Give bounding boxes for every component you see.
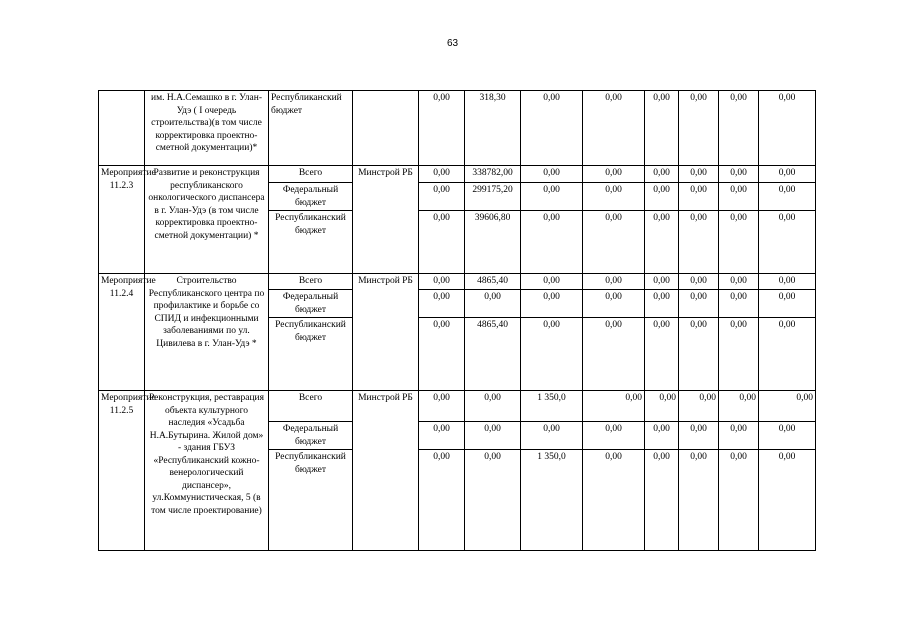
budget-table <box>98 90 816 551</box>
funding-source: Республиканский бюджет <box>269 91 353 166</box>
value-cell: 0,00 <box>419 391 465 422</box>
value-cell: 0,00 <box>465 450 521 551</box>
value-cell: 0,00 <box>719 166 759 183</box>
value-cell: 0,00 <box>679 274 719 290</box>
value-cell: 0,00 <box>583 318 645 391</box>
value-cell: 4865,40 <box>465 274 521 290</box>
value-cell: 0,00 <box>419 211 465 274</box>
value-cell: 0,00 <box>419 422 465 450</box>
value-cell: 0,00 <box>679 166 719 183</box>
value-cell: 0,00 <box>583 211 645 274</box>
funding-source: Всего <box>269 391 353 422</box>
value-cell: 0,00 <box>645 166 679 183</box>
value-cell: 0,00 <box>679 91 719 166</box>
executor-cell <box>353 91 419 166</box>
value-cell: 0,00 <box>645 450 679 551</box>
funding-source: Федеральный бюджет <box>269 422 353 450</box>
value-cell: 0,00 <box>583 183 645 211</box>
value-cell: 0,00 <box>521 91 583 166</box>
value-cell: 0,00 <box>679 211 719 274</box>
value-cell: 0,00 <box>583 422 645 450</box>
value-cell: 0,00 <box>521 183 583 211</box>
event-name: Реконструкция, реставрация объекта культурного наследия «Усадьба Н.А.Бутырина. Жилой дом» - здания ГБУЗ «Республиканский кожно-венерологический диспансер», ул.Коммунистическая, 5 (в том числе проектирование) <box>145 391 269 551</box>
value-cell: 0,00 <box>759 422 816 450</box>
value-cell: 0,00 <box>719 274 759 290</box>
funding-source: Республиканский бюджет <box>269 318 353 391</box>
funding-source: Республиканский бюджет <box>269 450 353 551</box>
event-code: Мероприятие 11.2.5 <box>99 391 145 551</box>
value-cell: 0,00 <box>419 450 465 551</box>
funding-source: Всего <box>269 166 353 183</box>
value-cell: 0,00 <box>521 290 583 318</box>
value-cell: 0,00 <box>719 211 759 274</box>
value-cell: 0,00 <box>419 290 465 318</box>
value-cell: 0,00 <box>645 183 679 211</box>
value-cell: 0,00 <box>759 274 816 290</box>
value-cell: 299175,20 <box>465 183 521 211</box>
value-cell: 0,00 <box>419 91 465 166</box>
value-cell: 0,00 <box>645 211 679 274</box>
value-cell: 0,00 <box>719 290 759 318</box>
code-cell <box>99 91 145 166</box>
value-cell: 0,00 <box>719 91 759 166</box>
value-cell: 0,00 <box>521 166 583 183</box>
value-cell: 0,00 <box>521 274 583 290</box>
value-cell: 0,00 <box>719 422 759 450</box>
value-cell: 0,00 <box>583 274 645 290</box>
value-cell: 4865,40 <box>465 318 521 391</box>
table-row <box>99 166 816 183</box>
value-cell: 0,00 <box>465 290 521 318</box>
value-cell: 0,00 <box>419 166 465 183</box>
value-cell: 0,00 <box>679 450 719 551</box>
value-cell: 0,00 <box>521 211 583 274</box>
value-cell: 0,00 <box>759 211 816 274</box>
value-cell: 1 350,0 <box>521 391 583 422</box>
value-cell: 0,00 <box>583 91 645 166</box>
value-cell: 0,00 <box>645 274 679 290</box>
value-cell: 0,00 <box>645 290 679 318</box>
value-cell: 0,00 <box>521 422 583 450</box>
value-cell: 0,00 <box>679 391 719 422</box>
funding-source: Республиканский бюджет <box>269 211 353 274</box>
funding-source: Всего <box>269 274 353 290</box>
event-code: Мероприятие 11.2.4 <box>99 274 145 391</box>
value-cell: 0,00 <box>679 422 719 450</box>
value-cell: 0,00 <box>759 318 816 391</box>
value-cell: 0,00 <box>719 391 759 422</box>
value-cell: 0,00 <box>419 183 465 211</box>
value-cell: 0,00 <box>465 422 521 450</box>
value-cell: 1 350,0 <box>521 450 583 551</box>
value-cell: 0,00 <box>645 391 679 422</box>
value-cell: 0,00 <box>583 290 645 318</box>
event-name: им. Н.А.Семашко в г. Улан-Удэ ( I очередь строительства)(в том числе корректировка проектно-сметной документации)* <box>145 91 269 166</box>
event-name: Строительство Республиканского центра по профилактике и борьбе со СПИД и инфекционными заболеваниями по ул. Цивилева в г. Улан-Удэ * <box>145 274 269 391</box>
table-row <box>99 274 816 290</box>
value-cell: 0,00 <box>645 91 679 166</box>
value-cell: 0,00 <box>679 183 719 211</box>
value-cell: 338782,00 <box>465 166 521 183</box>
value-cell: 0,00 <box>759 166 816 183</box>
executor: Минстрой РБ <box>353 166 419 274</box>
value-cell: 0,00 <box>583 391 645 422</box>
value-cell: 0,00 <box>521 318 583 391</box>
value-cell: 0,00 <box>465 391 521 422</box>
value-cell: 0,00 <box>679 290 719 318</box>
value-cell: 0,00 <box>719 318 759 391</box>
value-cell: 0,00 <box>583 450 645 551</box>
table-row <box>99 391 816 422</box>
value-cell: 0,00 <box>645 318 679 391</box>
value-cell: 0,00 <box>679 318 719 391</box>
value-cell: 0,00 <box>419 318 465 391</box>
value-cell: 318,30 <box>465 91 521 166</box>
value-cell: 0,00 <box>719 183 759 211</box>
page-number: 63 <box>446 38 459 49</box>
value-cell: 0,00 <box>419 274 465 290</box>
value-cell: 0,00 <box>759 391 816 422</box>
funding-source: Федеральный бюджет <box>269 183 353 211</box>
value-cell: 0,00 <box>759 450 816 551</box>
table-row <box>99 91 816 166</box>
value-cell: 0,00 <box>719 450 759 551</box>
value-cell: 0,00 <box>759 183 816 211</box>
value-cell: 0,00 <box>759 290 816 318</box>
value-cell: 0,00 <box>583 166 645 183</box>
executor: Минстрой РБ <box>353 274 419 391</box>
funding-source: Федеральный бюджет <box>269 290 353 318</box>
event-code: Мероприятие 11.2.3 <box>99 166 145 274</box>
event-name: Развитие и реконструкция республиканского онкологического диспансера в г. Улан-Удэ (в том числе корректировка проектно-сметной документации) * <box>145 166 269 274</box>
value-cell: 0,00 <box>645 422 679 450</box>
value-cell: 39606,80 <box>465 211 521 274</box>
executor: Минстрой РБ <box>353 391 419 551</box>
value-cell: 0,00 <box>759 91 816 166</box>
